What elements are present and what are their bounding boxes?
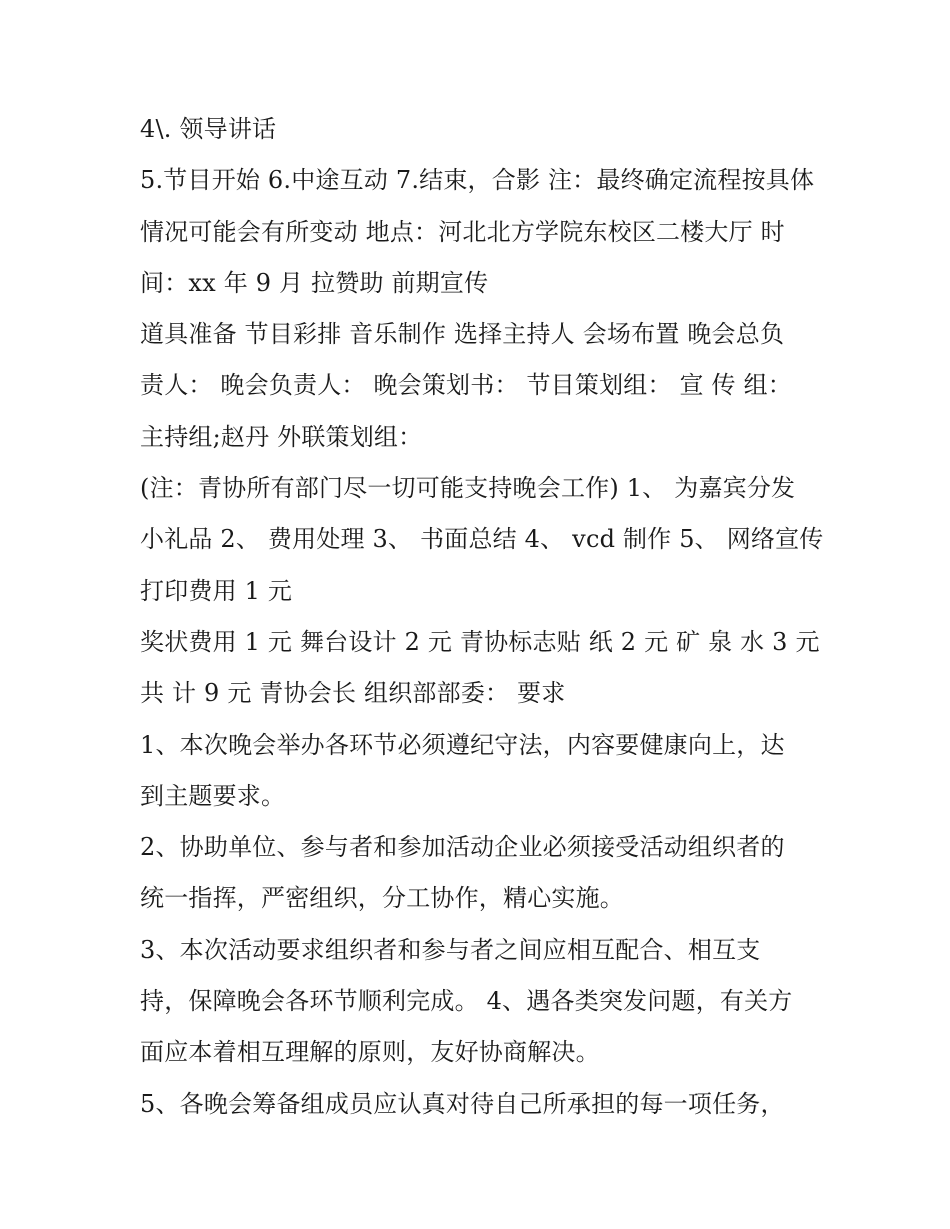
text-line: 5.节目开始 6.中途互动 7.结束，合影 注：最终确定流程按具体 bbox=[140, 166, 815, 195]
text-line: 面应本着相互理解的原则，友好协商解决。 bbox=[140, 1038, 600, 1067]
text-line: 主持组;赵丹 外联策划组： bbox=[140, 422, 423, 451]
text-line: 持，保障晚会各环节顺利完成。 4、遇各类突发问题，有关方 bbox=[140, 987, 793, 1016]
text-line: 道具准备 节目彩排 音乐制作 选择主持人 会场布置 晚会总负 bbox=[140, 320, 785, 349]
text-line: 奖状费用 1 元 舞台设计 2 元 青协标志贴 纸 2 元 矿 泉 水 3 元 bbox=[140, 627, 820, 656]
text-line: 2、协助单位、参与者和参加活动企业必须接受活动组织者的 bbox=[140, 833, 785, 862]
document-body bbox=[140, 104, 824, 1130]
text-line: 打印费用 1 元 bbox=[140, 576, 293, 605]
text-line: 情况可能会有所变动 地点：河北北方学院东校区二楼大厅 时 bbox=[140, 217, 785, 246]
text-line: 小礼品 2、 费用处理 3、 书面总结 4、 vcd 制作 5、 网络宣传 bbox=[140, 525, 824, 554]
text-line: 5、各晚会筹备组成员应认真对待自己所承担的每一项任务， bbox=[140, 1089, 785, 1118]
text-line: (注：青协所有部门尽一切可能支持晚会工作) 1、 为嘉宾分发 bbox=[140, 474, 796, 503]
text-line: 统一指挥，严密组织，分工协作，精心实施。 bbox=[140, 884, 624, 913]
text-line: 到主题要求。 bbox=[140, 781, 286, 810]
text-line: 1、本次晚会举办各环节必须遵纪守法，内容要健康向上，达 bbox=[140, 730, 785, 759]
text-line: 4\. 领导讲话 bbox=[140, 115, 277, 143]
text-line: 间：xx 年 9 月 拉赞助 前期宣传 bbox=[140, 268, 489, 297]
text-line: 共 计 9 元 青协会长 组织部部委： 要求 bbox=[140, 679, 566, 708]
text-line: 责人： 晚会负责人： 晚会策划书： 节目策划组： 宣 传 组： bbox=[140, 371, 792, 400]
text-line: 3、本次活动要求组织者和参与者之间应相互配合、相互支 bbox=[140, 935, 761, 964]
